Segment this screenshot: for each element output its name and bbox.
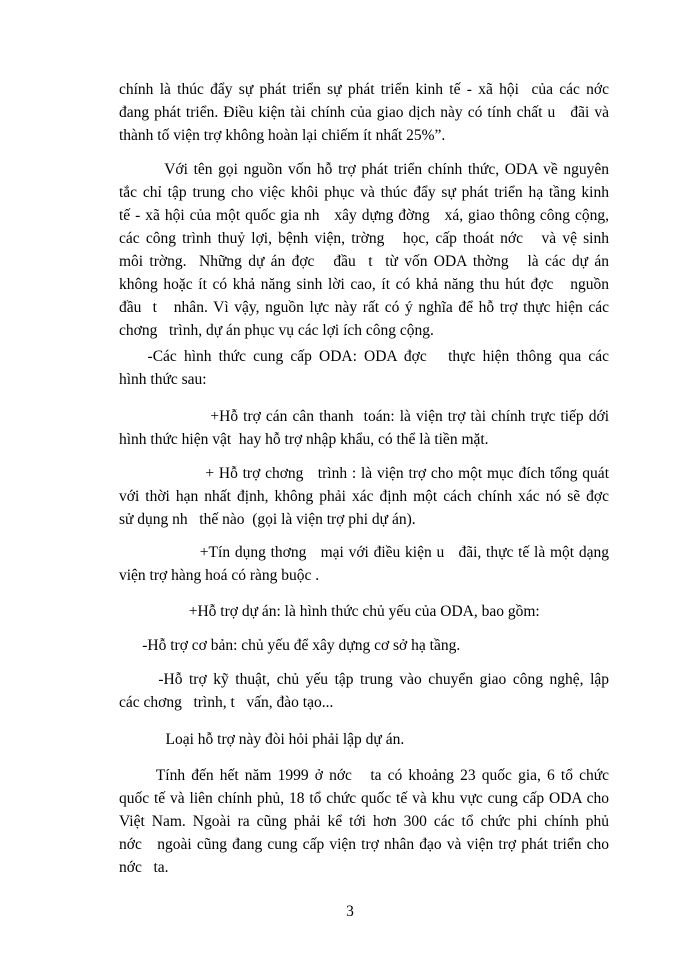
text-line: tế - xã hội của một quốc gia nh xây dựng đờng xá, giao thông công cộng, xyxy=(119,207,609,224)
text-line: +Hỗ trợ dự án: là hình thức chủ yếu của ODA, bao gồm: xyxy=(119,603,540,620)
text-line: -Hỗ trợ cơ bản: chủ yếu để xây dựng cơ sở hạ tầng. xyxy=(119,637,461,654)
paragraph-2 xyxy=(119,158,609,342)
text-line: chơng trình, dự án phục vụ các lợi ích công cộng. xyxy=(119,322,434,339)
text-line: +Hỗ trợ cán cân thanh toán: là viện trợ tài chính trực tiếp dới xyxy=(119,408,609,425)
paragraph-1 xyxy=(119,78,609,147)
text-line: +Tín dụng thơng mại với điều kiện u đãi, thực tế là một dạng xyxy=(119,544,609,561)
paragraph-10 xyxy=(119,728,609,751)
text-line: + Hỗ trợ chơng trình : là viện trợ cho một mục đích tổng quát xyxy=(119,465,609,482)
text-line: -Các hình thức cung cấp ODA: ODA đợc thực hiện thông qua các xyxy=(119,348,609,365)
page-number: 3 xyxy=(346,903,354,920)
text-line: thành tố viện trợ không hoàn lại chiếm ít nhất 25%”. xyxy=(119,127,446,144)
text-line: tắc chỉ tập trung cho việc khôi phục và thúc đẩy sự phát triển hạ tầng kinh xyxy=(119,184,609,201)
text-line: với thời hạn nhất định, không phải xác định một cách chính xác nó sẽ đợc xyxy=(119,488,609,505)
paragraph-6 xyxy=(119,541,609,587)
text-line: đang phát triển. Điều kiện tài chính của giao dịch này có tính chất u đãi và xyxy=(119,104,609,121)
text-line: viện trợ hàng hoá có ràng buộc . xyxy=(119,567,320,584)
text-line: quốc tế và liên chính phủ, 18 tổ chức quốc tế và khu vực cung cấp ODA cho xyxy=(119,790,609,807)
text-line: Việt Nam. Ngoài ra cũng phải kể tới hơn 300 các tổ chức phi chính phủ xyxy=(119,813,609,830)
paragraph-4 xyxy=(119,405,609,451)
text-line: nớc ngoài cũng đang cung cấp viện trợ nhân đạo và viện trợ phát triển cho xyxy=(119,836,609,853)
paragraph-8 xyxy=(119,634,609,657)
text-line: các chơng trình, t vấn, đào tạo... xyxy=(119,694,334,711)
paragraph-3 xyxy=(119,345,609,391)
text-line: chính là thúc đẩy sự phát triển sự phát triển kinh tế - xã hội của các nớc xyxy=(119,81,609,98)
text-line: hình thức hiện vật hay hỗ trợ nhập khẩu, có thể là tiền mặt. xyxy=(119,431,489,448)
text-line: không hoặc ít có khả năng sinh lời cao, ít có khả năng thu hút đợc nguồn xyxy=(119,276,609,293)
paragraph-9 xyxy=(119,668,609,714)
text-line: -Hỗ trợ kỹ thuật, chủ yếu tập trung vào chuyển giao công nghệ, lập xyxy=(119,671,610,688)
text-line: nớc ta. xyxy=(119,859,169,876)
paragraph-7 xyxy=(119,600,609,623)
paragraph-11 xyxy=(119,764,609,879)
text-line: Tính đến hết năm 1999 ở nớc ta có khoảng 23 quốc gia, 6 tổ chức xyxy=(119,767,610,784)
text-line: các công trình thuỷ lợi, bệnh viện, trờng học, cấp thoát nớc và vệ sinh xyxy=(119,230,609,247)
text-line: môi trờng. Những dự án đợc đầu t từ vốn ODA thờng là các dự án xyxy=(119,253,609,270)
paragraph-5 xyxy=(119,462,609,531)
text-line: Loại hỗ trợ này đòi hỏi phải lập dự án. xyxy=(119,731,405,748)
text-line: sử dụng nh thế nào (gọi là viện trợ phi dự án). xyxy=(119,511,416,528)
text-line: đầu t nhân. Vì vậy, nguồn lực này rất có ý nghĩa để hỗ trợ thực hiện các xyxy=(119,299,609,316)
text-line: hình thức sau: xyxy=(119,371,207,388)
text-line: Với tên gọi nguồn vốn hỗ trợ phát triển chính thức, ODA về nguyên xyxy=(119,161,610,178)
